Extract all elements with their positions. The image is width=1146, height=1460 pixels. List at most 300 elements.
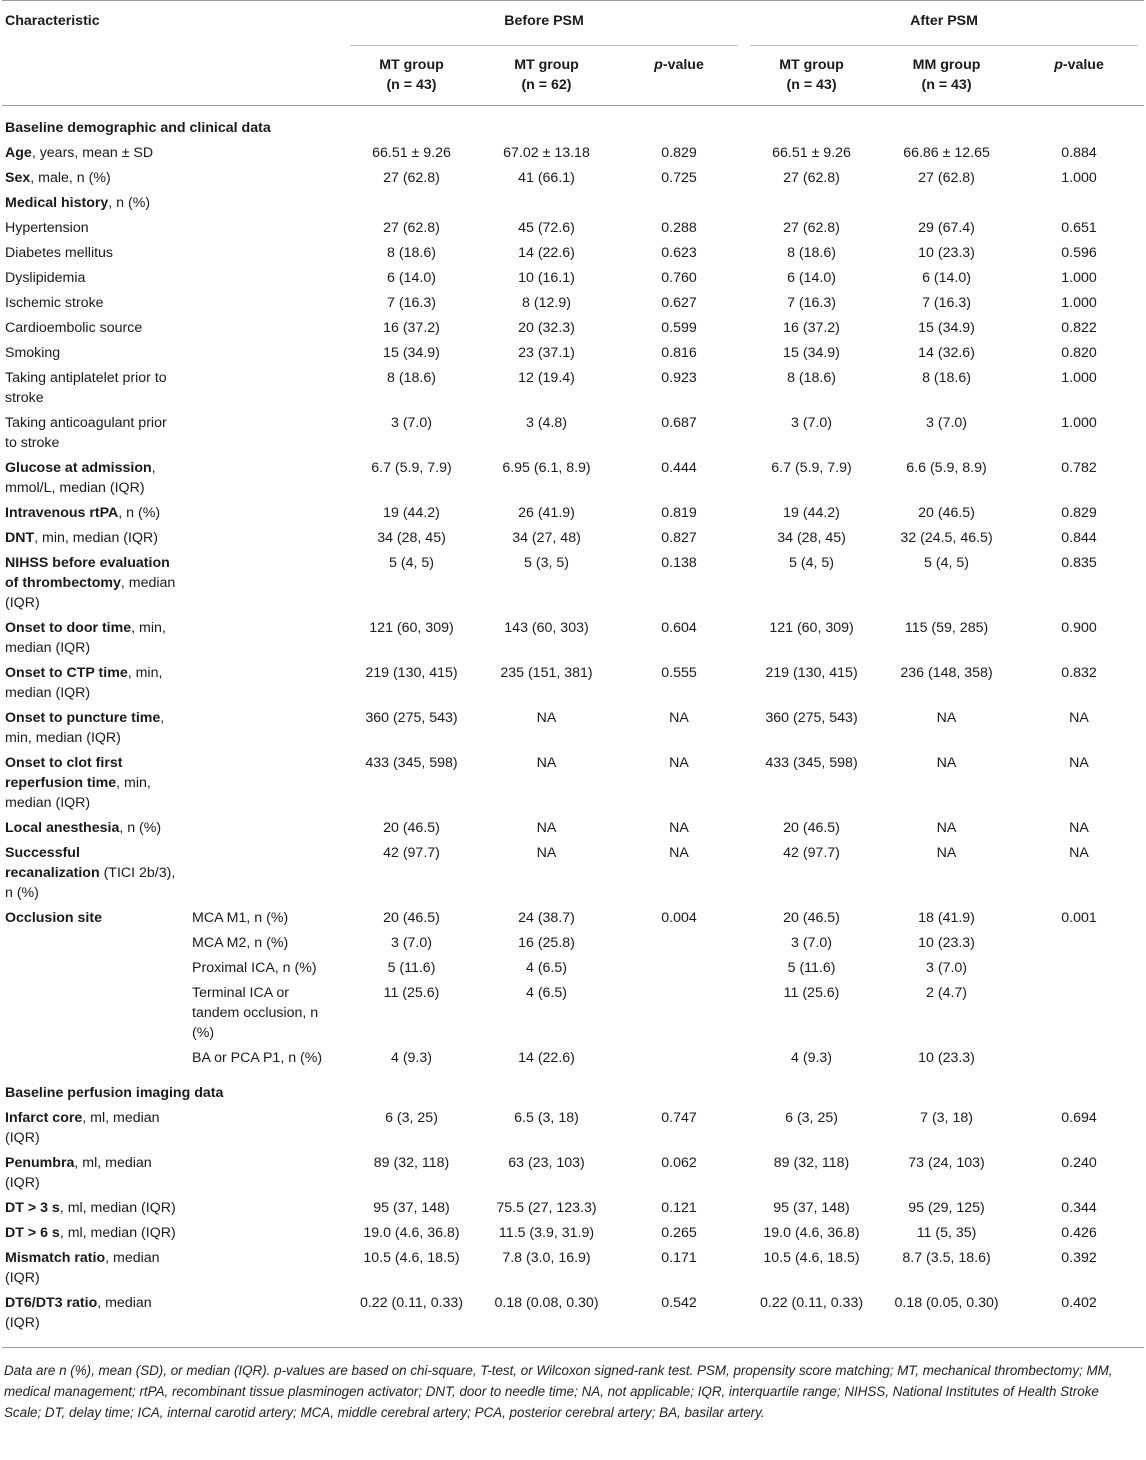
table-cell: 4 (9.3)	[390, 1050, 432, 1066]
table-cell: 29 (67.4)	[918, 220, 975, 236]
table-cell: 10 (23.3)	[918, 1050, 975, 1066]
table-row	[2, 931, 1144, 956]
section-row	[2, 106, 1144, 141]
table-row	[2, 456, 1144, 501]
table-cell: 20 (46.5)	[783, 910, 840, 926]
row-label-bold: Intravenous rtPA	[5, 505, 119, 521]
table-cell: 3 (7.0)	[926, 415, 968, 431]
table-row	[2, 526, 1144, 551]
table-row	[2, 1046, 1144, 1071]
table-cell: 20 (46.5)	[918, 505, 975, 521]
characteristic-header: Characteristic	[2, 1, 184, 46]
table-cell: 19 (44.2)	[383, 505, 440, 521]
table-cell: 20 (46.5)	[383, 910, 440, 926]
table-cell: 0.822	[1061, 320, 1097, 336]
table-cell: 34 (27, 48)	[512, 530, 581, 546]
table-row	[2, 316, 1144, 341]
table-cell: 11 (25.6)	[783, 985, 840, 1001]
table-cell: 6.5 (3, 18)	[514, 1109, 579, 1126]
row-label-bold: DT6/DT3 ratio	[5, 1294, 98, 1311]
table-cell: 95 (37, 148)	[773, 1199, 850, 1216]
table-row	[2, 956, 1144, 981]
table-row	[2, 816, 1144, 841]
row-label-detail: , min, median (IQR)	[34, 530, 158, 546]
table-cell	[744, 191, 879, 216]
table-cell: 5 (4, 5)	[789, 555, 834, 571]
row-label-detail: , min, median (IQR)	[5, 665, 163, 701]
table-cell	[1014, 931, 1144, 956]
after-psm-label: After PSM	[910, 13, 978, 29]
table-cell: 6.95 (6.1, 8.9)	[502, 460, 591, 476]
row-label-detail: Diabetes mellitus	[5, 245, 114, 261]
table-cell: 42 (97.7)	[783, 845, 840, 861]
table-cell: 0.288	[661, 220, 697, 236]
table-cell: NA	[936, 755, 957, 771]
table-cell: 0.844	[1061, 530, 1097, 546]
table-row	[2, 751, 1144, 816]
table-cell: 34 (28, 45)	[377, 530, 446, 546]
column-n: (n = 43)	[386, 77, 437, 93]
row-label-detail: , male, n (%)	[30, 170, 111, 186]
table-row	[2, 661, 1144, 706]
table-row	[2, 341, 1144, 366]
table-cell	[1014, 956, 1144, 981]
table-cell: 0.18 (0.08, 0.30)	[479, 1290, 614, 1347]
row-label	[2, 141, 344, 166]
row-label-bold: Local anesthesia	[5, 820, 120, 836]
table-cell: 0.265	[661, 1224, 697, 1241]
table-cell	[1014, 1046, 1144, 1071]
row-label	[2, 366, 344, 411]
row-label-bold: Onset to puncture time	[5, 710, 161, 726]
table-cell: 26 (41.9)	[518, 505, 575, 521]
table-cell: 16 (25.8)	[518, 935, 575, 951]
row-label-bold: DT > 3 s	[5, 1199, 60, 1216]
table-cell: 27 (62.8)	[783, 220, 840, 236]
table-cell: 24 (38.7)	[518, 910, 575, 926]
row-label-bold: Medical history	[5, 195, 109, 211]
table-cell: 0.627	[661, 295, 697, 311]
row-label-bold: Infarct core	[5, 1109, 83, 1126]
table-cell: 27 (62.8)	[383, 220, 440, 236]
table-cell: 6.7 (5.9, 7.9)	[771, 460, 852, 476]
row-label	[2, 1150, 344, 1195]
section-label: Baseline demographic and clinical data	[5, 120, 271, 136]
table-cell: 42 (97.7)	[383, 845, 440, 861]
table-cell: 63 (23, 103)	[508, 1154, 585, 1171]
table-cell: 14 (22.6)	[518, 245, 575, 261]
table-cell: 66.86 ± 12.65	[903, 145, 990, 161]
table-cell: 4 (6.5)	[525, 985, 567, 1001]
row-label-detail: , mmol/L, median (IQR)	[5, 460, 156, 496]
row-label-detail: , ml, median (IQR)	[5, 1154, 152, 1191]
row-label-detail: , median (IQR)	[5, 1249, 160, 1286]
table-cell: 2 (4.7)	[926, 985, 968, 1001]
table-cell: 14 (32.6)	[918, 345, 975, 361]
table-cell: 0.18 (0.05, 0.30)	[879, 1290, 1014, 1347]
column-name: MT group	[779, 57, 844, 73]
column-name: MM group	[912, 57, 981, 73]
row-label	[2, 751, 344, 816]
occlusion-subtype: BA or PCA P1, n (%)	[192, 1050, 323, 1066]
table-cell: 0.121	[661, 1199, 697, 1216]
table-cell: 235 (151, 381)	[500, 665, 593, 681]
table-cell: 89 (32, 118)	[773, 1154, 850, 1171]
row-label-bold: DNT	[5, 530, 35, 546]
table-cell: 6 (3, 25)	[385, 1109, 438, 1126]
section-label: Baseline perfusion imaging data	[5, 1084, 224, 1101]
row-label	[2, 956, 184, 981]
table-cell: NA	[1069, 845, 1089, 861]
table-cell: 0.599	[661, 320, 697, 336]
table-cell: 0.542	[614, 1290, 744, 1347]
table-cell: 34 (28, 45)	[777, 530, 846, 546]
table-cell: NA	[1069, 710, 1089, 726]
table-cell: 115 (59, 285)	[904, 620, 989, 636]
table-header	[2, 1, 1144, 106]
table-cell: 0.782	[1061, 460, 1097, 476]
table-row	[2, 616, 1144, 661]
row-label-detail: Taking anticoagulant prior to stroke	[5, 415, 167, 451]
table-cell: 0.835	[1061, 555, 1097, 571]
table-cell	[1014, 981, 1144, 1046]
table-cell: 0.426	[1061, 1224, 1097, 1241]
row-label	[2, 1290, 344, 1347]
row-label-detail: , n (%)	[119, 820, 162, 836]
table-cell: 3 (4.8)	[525, 415, 567, 431]
table-cell: 0.240	[1061, 1154, 1097, 1171]
row-label	[2, 616, 344, 661]
table-row	[2, 981, 1144, 1046]
table-cell: 12 (19.4)	[518, 370, 575, 386]
row-label	[2, 166, 344, 191]
occlusion-subtype: MCA M1, n (%)	[192, 910, 289, 926]
table-row	[2, 1245, 1144, 1290]
table-cell: 236 (148, 358)	[900, 665, 993, 681]
row-label-detail: , years, mean ± SD	[31, 145, 154, 161]
row-label	[2, 266, 344, 291]
table-cell: 0.623	[661, 245, 697, 261]
table-cell: NA	[669, 710, 689, 726]
column-header	[879, 45, 1014, 106]
table-cell: 433 (345, 598)	[765, 755, 858, 771]
row-label-bold: NIHSS before evaluation of thrombectomy	[5, 555, 170, 591]
row-label-bold: Mismatch ratio	[5, 1249, 106, 1266]
column-header	[479, 45, 614, 106]
table-cell: 6.7 (5.9, 7.9)	[371, 460, 452, 476]
occlusion-subtype: Proximal ICA, n (%)	[192, 960, 317, 976]
table-cell: 27 (62.8)	[783, 170, 840, 186]
table-cell: 20 (32.3)	[518, 320, 575, 336]
table-cell: 0.22 (0.11, 0.33)	[744, 1290, 879, 1347]
row-label	[2, 411, 344, 456]
row-label	[2, 191, 344, 216]
table-cell: 0.138	[661, 555, 697, 571]
table-cell: 5 (4, 5)	[389, 555, 434, 571]
row-label	[2, 706, 344, 751]
row-label-detail: Taking antiplatelet prior to stroke	[5, 370, 167, 406]
table-cell: 360 (275, 543)	[765, 710, 858, 726]
row-label-detail: Dyslipidemia	[5, 270, 86, 286]
table-cell: NA	[536, 820, 557, 836]
table-cell: 95 (29, 125)	[908, 1199, 985, 1216]
row-label-bold: Glucose at admission	[5, 460, 152, 476]
row-label-bold: DT > 6 s	[5, 1224, 60, 1241]
table-cell: 19 (44.2)	[783, 505, 840, 521]
row-label	[2, 456, 344, 501]
table-cell: 0.444	[661, 460, 697, 476]
table-cell	[344, 191, 479, 216]
row-label-detail: , ml, median (IQR)	[59, 1224, 176, 1241]
table-cell: 1.000	[1061, 270, 1097, 286]
table-cell: 121 (60, 309)	[769, 620, 854, 636]
table-cell: 0.001	[1061, 910, 1097, 926]
row-label	[2, 1195, 344, 1220]
table-cell: 10 (23.3)	[918, 245, 975, 261]
table-cell: 3 (7.0)	[926, 960, 968, 976]
table-cell	[614, 931, 744, 956]
table-cell: 5 (11.6)	[387, 960, 436, 976]
table-cell: 0.900	[1061, 620, 1097, 636]
after-psm-header	[744, 1, 1144, 46]
table-cell: 0.760	[661, 270, 697, 286]
table-cell: 8 (18.6)	[922, 370, 971, 386]
table-cell: 0.604	[661, 620, 697, 636]
table-cell	[614, 956, 744, 981]
row-label-detail: Smoking	[5, 345, 61, 361]
table-row	[2, 411, 1144, 456]
row-label-bold: Onset to door time	[5, 620, 132, 636]
before-psm-header	[344, 1, 744, 46]
table-cell: 89 (32, 118)	[373, 1154, 450, 1171]
table-cell: 7 (16.3)	[387, 295, 436, 311]
table-cell: NA	[669, 845, 689, 861]
table-cell: 7 (16.3)	[922, 295, 971, 311]
table-cell: 5 (4, 5)	[924, 555, 969, 571]
column-n: (n = 62)	[521, 77, 572, 93]
table-cell: 0.687	[661, 415, 697, 431]
row-label-detail: (TICI 2b/3), n (%)	[5, 865, 176, 901]
table-row	[2, 1150, 1144, 1195]
row-label	[2, 1046, 184, 1071]
table-cell: 0.392	[1061, 1249, 1097, 1266]
row-label-bold: Successful recanalization	[5, 845, 100, 881]
table-row	[2, 706, 1144, 751]
table-cell: NA	[1069, 755, 1089, 771]
table-cell: 75.5 (27, 123.3)	[496, 1199, 597, 1216]
table-row	[2, 906, 1144, 931]
table-row	[2, 1290, 1144, 1347]
table-cell: 0.344	[1061, 1199, 1097, 1216]
table-cell: 1.000	[1061, 415, 1097, 431]
table-cell: 19.0 (4.6, 36.8)	[363, 1224, 460, 1241]
row-label	[2, 216, 344, 241]
row-label	[2, 551, 344, 616]
table-cell: 11 (25.6)	[383, 985, 440, 1001]
table-cell: 0.884	[1061, 145, 1097, 161]
row-label-detail: Hypertension	[5, 220, 89, 236]
table-cell: 15 (34.9)	[918, 320, 975, 336]
table-cell: 0.820	[1061, 345, 1097, 361]
table-cell: 3 (7.0)	[390, 935, 432, 951]
row-label	[2, 906, 184, 931]
table-cell: 0.555	[661, 665, 697, 681]
table-row	[2, 366, 1144, 411]
table-cell: 3 (7.0)	[791, 935, 833, 951]
table-cell: 8 (12.9)	[522, 295, 571, 311]
table-cell: 219 (130, 415)	[365, 665, 458, 681]
row-label	[2, 1105, 344, 1150]
row-label-detail: , median (IQR)	[5, 575, 176, 611]
table-cell	[479, 191, 614, 216]
table-cell: 4 (9.3)	[791, 1050, 833, 1066]
table-cell: 6 (14.0)	[787, 270, 836, 286]
occlusion-subtype: MCA M2, n (%)	[192, 935, 289, 951]
table-cell: 6.6 (5.9, 8.9)	[906, 460, 987, 476]
table-cell: 10 (16.1)	[518, 270, 575, 286]
table-cell: 6 (14.0)	[387, 270, 436, 286]
row-label	[2, 841, 344, 906]
table-cell: 0.829	[1061, 505, 1097, 521]
row-label-bold: Age	[5, 145, 32, 161]
row-label-bold: Onset to clot first reperfusion time	[5, 755, 123, 791]
row-label-detail: , median (IQR)	[5, 1294, 152, 1331]
table-cell: 0.651	[1061, 220, 1097, 236]
row-label-detail: , ml, median (IQR)	[59, 1199, 176, 1216]
row-label-bold: Occlusion site	[5, 910, 102, 926]
row-label-detail: , ml, median (IQR)	[5, 1109, 160, 1146]
table-cell: 7 (16.3)	[787, 295, 836, 311]
table-row	[2, 241, 1144, 266]
table-cell: 6 (14.0)	[922, 270, 971, 286]
table-cell: 143 (60, 303)	[504, 620, 589, 636]
table-cell: NA	[536, 710, 557, 726]
row-label-bold: Sex	[5, 170, 31, 186]
table-cell: 0.829	[661, 145, 697, 161]
table-cell: 66.51 ± 9.26	[372, 145, 451, 161]
table-cell: 0.22 (0.11, 0.33)	[344, 1290, 479, 1347]
table-cell: 1.000	[1061, 170, 1097, 186]
table-cell: 3 (7.0)	[791, 415, 833, 431]
row-label	[2, 1245, 344, 1290]
table-cell: 27 (62.8)	[383, 170, 440, 186]
table-cell: 8 (18.6)	[387, 370, 436, 386]
table-footnote: Data are n (%), mean (SD), or median (IQR). p-values are based on chi-square, T-test, or Wilcoxon signed-rank test. PSM, propensity score matching; MT, mechanical thrombectomy; MM, medical management; rtPA, recombinant tissue plasminogen activator; DNT, door to needle time; NA, not applicable; IQR, interquartile range; NIHSS, National Institutes of Health Stroke Scale; DT, delay time; ICA, internal carotid artery; MCA, middle cerebral artery; PCA, posterior cerebral artery; BA, basilar artery.	[4, 1362, 1113, 1420]
row-label	[2, 661, 344, 706]
table-row	[2, 166, 1144, 191]
table-cell: 0.923	[661, 370, 697, 386]
row-label	[2, 341, 344, 366]
table-cell: NA	[936, 820, 957, 836]
table-cell: 7.8 (3.0, 16.9)	[502, 1249, 591, 1266]
table-cell	[614, 191, 744, 216]
table-row	[2, 501, 1144, 526]
table-row	[2, 1220, 1144, 1245]
table-cell: 0.596	[1061, 245, 1097, 261]
row-label-detail: , n (%)	[118, 505, 161, 521]
table-cell: 16 (37.2)	[783, 320, 840, 336]
row-label-detail: , min, median (IQR)	[5, 620, 166, 656]
table-cell: NA	[536, 755, 557, 771]
table-cell: 45 (72.6)	[518, 220, 575, 236]
table-cell: 15 (34.9)	[383, 345, 440, 361]
table-cell: 6 (3, 25)	[785, 1109, 838, 1126]
table-cell: 8 (18.6)	[387, 245, 436, 261]
row-label	[2, 526, 344, 551]
table-cell: 0.171	[661, 1249, 697, 1266]
table-row	[2, 841, 1144, 906]
table-cell: 121 (60, 309)	[369, 620, 454, 636]
table-cell: 0.004	[661, 910, 697, 926]
table-cell	[614, 1046, 744, 1071]
table-cell: 5 (11.6)	[787, 960, 836, 976]
table-cell: 10 (23.3)	[918, 935, 975, 951]
table-cell: 20 (46.5)	[383, 820, 440, 836]
table-cell: 18 (41.9)	[918, 910, 975, 926]
table-row	[2, 551, 1144, 616]
table-cell: 0.694	[1061, 1109, 1097, 1126]
row-label-detail: Ischemic stroke	[5, 295, 104, 311]
table-cell: 360 (275, 543)	[365, 710, 458, 726]
table-row	[2, 141, 1144, 166]
column-header	[744, 45, 879, 106]
section-row	[2, 1071, 1144, 1106]
table-cell: 7 (3, 18)	[920, 1109, 973, 1126]
table-row	[2, 1195, 1144, 1220]
row-label	[2, 501, 344, 526]
table-cell: 1.000	[1061, 370, 1097, 386]
row-label	[2, 1220, 344, 1245]
table-cell: 20 (46.5)	[783, 820, 840, 836]
column-n: (n = 43)	[921, 77, 972, 93]
row-label	[2, 241, 344, 266]
table-cell	[879, 191, 1014, 216]
column-name: p-value	[654, 57, 704, 73]
column-name: MT group	[379, 57, 444, 73]
table-cell: 0.062	[661, 1154, 697, 1171]
row-label-detail: , min, median (IQR)	[5, 775, 151, 811]
row-label	[2, 816, 344, 841]
table-cell: 0.747	[661, 1109, 697, 1126]
table-cell: NA	[936, 710, 957, 726]
column-header	[1014, 45, 1144, 106]
column-header	[344, 45, 479, 106]
table-cell: 0.402	[1014, 1290, 1144, 1347]
table-cell: NA	[536, 845, 557, 861]
table-cell	[1014, 191, 1144, 216]
table-cell: 19.0 (4.6, 36.8)	[763, 1224, 860, 1241]
table-cell: 219 (130, 415)	[765, 665, 858, 681]
table-row	[2, 266, 1144, 291]
table-cell: 23 (37.1)	[518, 345, 575, 361]
row-label-detail: Cardioembolic source	[5, 320, 143, 336]
table-cell: 11 (5, 35)	[916, 1224, 977, 1241]
table-cell: 16 (37.2)	[383, 320, 440, 336]
row-label-detail: , n (%)	[108, 195, 151, 211]
occlusion-subtype: Terminal ICA or tandem occlusion, n (%)	[192, 985, 319, 1041]
table-cell: 0.827	[661, 530, 697, 546]
table-cell: NA	[936, 845, 957, 861]
row-label-bold: Penumbra	[5, 1154, 75, 1171]
table-row	[2, 191, 1144, 216]
table-cell: 11.5 (3.9, 31.9)	[498, 1224, 595, 1241]
column-name: MT group	[514, 57, 579, 73]
table-cell: 67.02 ± 13.18	[503, 145, 590, 161]
table-cell: 41 (66.1)	[518, 170, 575, 186]
row-label	[2, 291, 344, 316]
column-header	[614, 45, 744, 106]
row-label	[2, 981, 184, 1046]
